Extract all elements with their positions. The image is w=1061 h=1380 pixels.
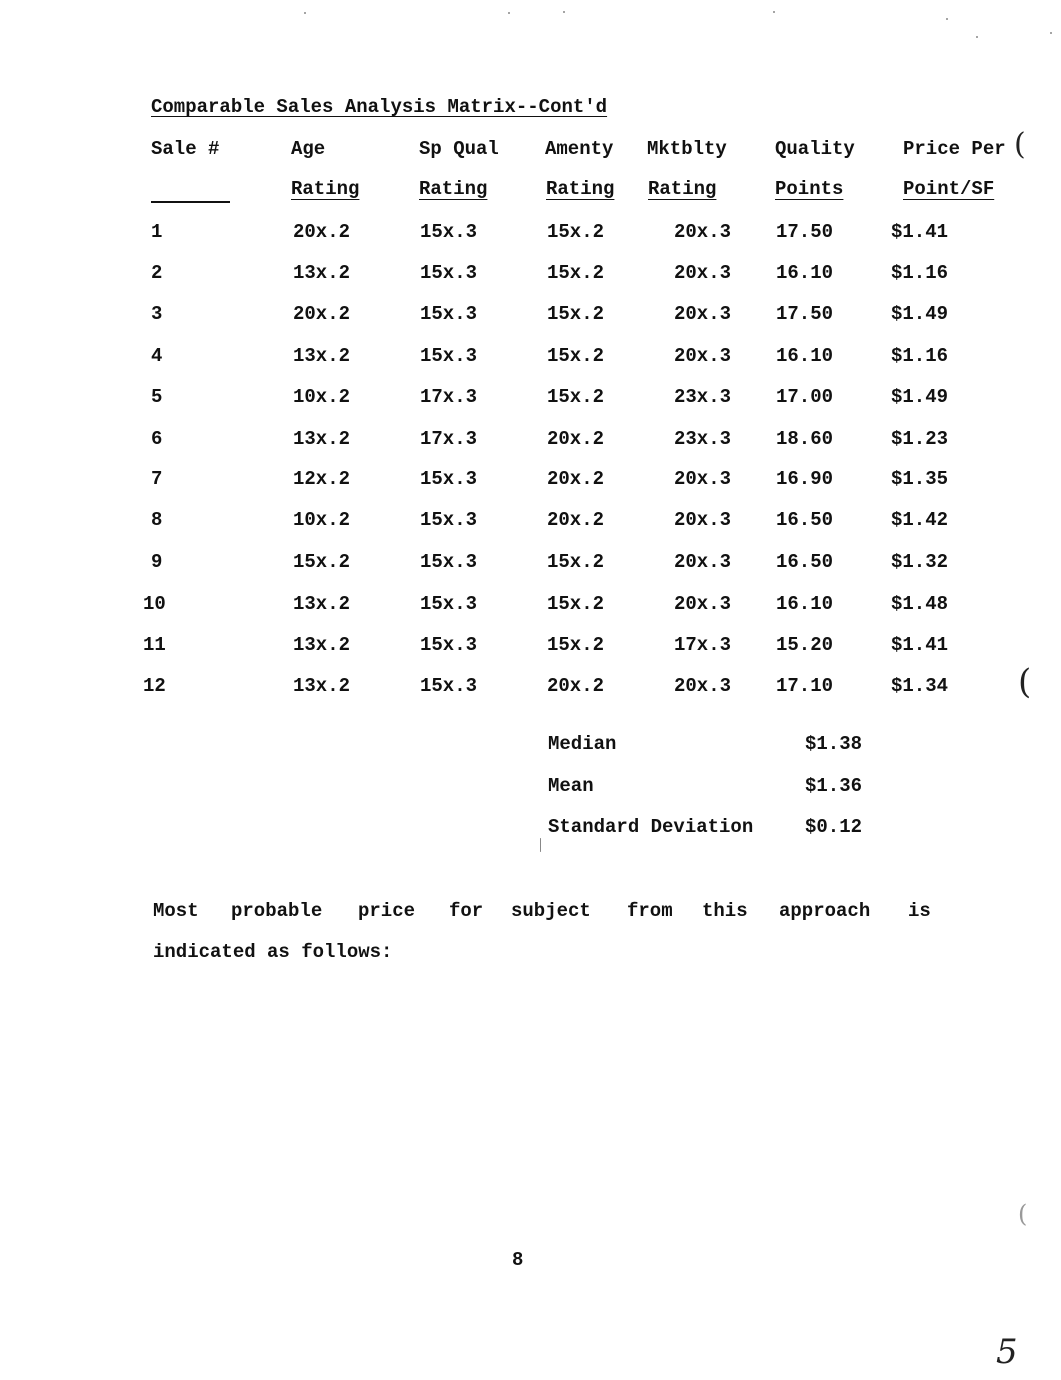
cell-quality-points: 17.10 <box>776 675 834 697</box>
cell-quality-points: 17.00 <box>776 386 834 408</box>
cell-sale-number: 7 <box>151 468 163 490</box>
cell-sale-number: 2 <box>151 262 163 284</box>
cell-quality-points: 15.20 <box>776 634 834 656</box>
cell-price-per-point: $1.48 <box>891 593 949 615</box>
cell-price-per-point: $1.32 <box>891 551 949 573</box>
paragraph-line-2: indicated as follows: <box>153 941 393 963</box>
sale-number-underline <box>151 201 230 203</box>
cell-sale-number: 12 <box>143 675 166 697</box>
cell-amenity-rating: 20x.2 <box>547 468 605 490</box>
cell-amenity-rating: 15x.2 <box>547 386 605 408</box>
cell-marketability-rating: 23x.3 <box>674 428 732 450</box>
cell-sp-qual-rating: 15x.3 <box>420 593 478 615</box>
cell-sp-qual-rating: 15x.3 <box>420 509 478 531</box>
cell-amenity-rating: 20x.2 <box>547 428 605 450</box>
column-header-sale-number: Sale # <box>151 138 220 160</box>
cell-marketability-rating: 20x.3 <box>674 468 732 490</box>
cell-amenity-rating: 15x.2 <box>547 221 605 243</box>
cell-amenity-rating: 15x.2 <box>547 303 605 325</box>
cell-marketability-rating: 20x.3 <box>674 303 732 325</box>
cell-sp-qual-rating: 15x.3 <box>420 303 478 325</box>
cell-marketability-rating: 20x.3 <box>674 262 732 284</box>
scan-speck <box>1050 32 1052 34</box>
cell-marketability-rating: 20x.3 <box>674 221 732 243</box>
cell-price-per-point: $1.49 <box>891 303 949 325</box>
scan-speck <box>773 11 775 13</box>
paragraph-word: approach <box>779 900 871 922</box>
cell-age-rating: 13x.2 <box>293 262 351 284</box>
cell-price-per-point: $1.16 <box>891 345 949 367</box>
cell-sale-number: 4 <box>151 345 163 367</box>
column-subheader-price-per-point: Point/SF <box>903 178 995 200</box>
cell-amenity-rating: 15x.2 <box>547 634 605 656</box>
cell-age-rating: 20x.2 <box>293 303 351 325</box>
cell-quality-points: 17.50 <box>776 221 834 243</box>
cell-sale-number: 6 <box>151 428 163 450</box>
scan-speck <box>976 36 978 38</box>
cell-sale-number: 11 <box>143 634 166 656</box>
handwritten-page-mark: 5 <box>996 1332 1018 1372</box>
cell-sp-qual-rating: 15x.3 <box>420 675 478 697</box>
cell-amenity-rating: 15x.2 <box>547 593 605 615</box>
cell-marketability-rating: 23x.3 <box>674 386 732 408</box>
cell-sale-number: 3 <box>151 303 163 325</box>
stat-label: Standard Deviation <box>548 816 754 838</box>
stat-value: $1.36 <box>805 775 863 797</box>
cell-sale-number: 8 <box>151 509 163 531</box>
scan-speck <box>540 838 541 852</box>
cell-age-rating: 10x.2 <box>293 509 351 531</box>
cell-sp-qual-rating: 15x.3 <box>420 634 478 656</box>
cell-age-rating: 13x.2 <box>293 634 351 656</box>
column-header-age-rating: Age <box>291 138 326 160</box>
cell-quality-points: 17.50 <box>776 303 834 325</box>
cell-amenity-rating: 20x.2 <box>547 509 605 531</box>
cell-marketability-rating: 20x.3 <box>674 551 732 573</box>
margin-bracket-mark: ( <box>1018 1200 1028 1228</box>
column-subheader-amenity-rating: Rating <box>546 178 615 200</box>
paragraph-word: for <box>449 900 484 922</box>
cell-price-per-point: $1.41 <box>891 221 949 243</box>
cell-price-per-point: $1.49 <box>891 386 949 408</box>
paragraph-line-1 <box>153 900 943 924</box>
cell-marketability-rating: 20x.3 <box>674 675 732 697</box>
column-header-sp-qual-rating: Sp Qual <box>419 138 499 160</box>
cell-sp-qual-rating: 15x.3 <box>420 345 478 367</box>
paragraph-word: probable <box>231 900 323 922</box>
cell-sp-qual-rating: 15x.3 <box>420 262 478 284</box>
document-title: Comparable Sales Analysis Matrix--Cont'd <box>151 96 608 118</box>
cell-age-rating: 12x.2 <box>293 468 351 490</box>
cell-age-rating: 13x.2 <box>293 428 351 450</box>
column-subheader-sp-qual-rating: Rating <box>419 178 488 200</box>
paragraph-word: subject <box>511 900 591 922</box>
cell-marketability-rating: 20x.3 <box>674 593 732 615</box>
cell-age-rating: 13x.2 <box>293 345 351 367</box>
cell-sale-number: 9 <box>151 551 163 573</box>
cell-price-per-point: $1.35 <box>891 468 949 490</box>
cell-marketability-rating: 17x.3 <box>674 634 732 656</box>
cell-quality-points: 16.10 <box>776 593 834 615</box>
cell-quality-points: 18.60 <box>776 428 834 450</box>
cell-sale-number: 1 <box>151 221 163 243</box>
cell-age-rating: 10x.2 <box>293 386 351 408</box>
cell-marketability-rating: 20x.3 <box>674 345 732 367</box>
cell-price-per-point: $1.42 <box>891 509 949 531</box>
cell-price-per-point: $1.34 <box>891 675 949 697</box>
scan-speck <box>563 11 565 13</box>
stat-value: $1.38 <box>805 733 863 755</box>
paragraph-word: from <box>627 900 673 922</box>
paragraph-word: Most <box>153 900 199 922</box>
scan-speck <box>304 12 306 14</box>
column-subheader-quality-points: Points <box>775 178 844 200</box>
scan-speck <box>946 18 948 20</box>
cell-marketability-rating: 20x.3 <box>674 509 732 531</box>
cell-sale-number: 5 <box>151 386 163 408</box>
paragraph-word: is <box>908 900 931 922</box>
cell-sp-qual-rating: 15x.3 <box>420 551 478 573</box>
column-header-quality-points: Quality <box>775 138 855 160</box>
cell-amenity-rating: 20x.2 <box>547 675 605 697</box>
paragraph-word: price <box>358 900 416 922</box>
cell-sp-qual-rating: 17x.3 <box>420 386 478 408</box>
cell-quality-points: 16.10 <box>776 345 834 367</box>
paragraph-word: this <box>702 900 748 922</box>
cell-amenity-rating: 15x.2 <box>547 551 605 573</box>
cell-sp-qual-rating: 17x.3 <box>420 428 478 450</box>
cell-quality-points: 16.50 <box>776 551 834 573</box>
margin-bracket-mark: ( <box>1014 127 1026 162</box>
column-header-price-per-point: Price Per <box>903 138 1006 160</box>
cell-price-per-point: $1.41 <box>891 634 949 656</box>
cell-sp-qual-rating: 15x.3 <box>420 468 478 490</box>
stat-value: $0.12 <box>805 816 863 838</box>
cell-age-rating: 20x.2 <box>293 221 351 243</box>
cell-sale-number: 10 <box>143 593 166 615</box>
cell-age-rating: 15x.2 <box>293 551 351 573</box>
column-header-amenity-rating: Amenty <box>545 138 614 160</box>
cell-quality-points: 16.10 <box>776 262 834 284</box>
cell-sp-qual-rating: 15x.3 <box>420 221 478 243</box>
page-number: 8 <box>512 1249 524 1271</box>
column-subheader-age-rating: Rating <box>291 178 360 200</box>
cell-amenity-rating: 15x.2 <box>547 262 605 284</box>
conclusion-paragraph <box>153 900 943 970</box>
scan-speck <box>508 12 510 14</box>
cell-price-per-point: $1.23 <box>891 428 949 450</box>
stat-label: Median <box>548 733 617 755</box>
stat-label: Mean <box>548 775 594 797</box>
cell-quality-points: 16.90 <box>776 468 834 490</box>
cell-quality-points: 16.50 <box>776 509 834 531</box>
column-subheader-marketability-rating: Rating <box>648 178 717 200</box>
cell-amenity-rating: 15x.2 <box>547 345 605 367</box>
column-header-marketability-rating: Mktblty <box>647 138 727 160</box>
cell-price-per-point: $1.16 <box>891 262 949 284</box>
margin-bracket-mark: ( <box>1018 662 1032 702</box>
cell-age-rating: 13x.2 <box>293 675 351 697</box>
cell-age-rating: 13x.2 <box>293 593 351 615</box>
